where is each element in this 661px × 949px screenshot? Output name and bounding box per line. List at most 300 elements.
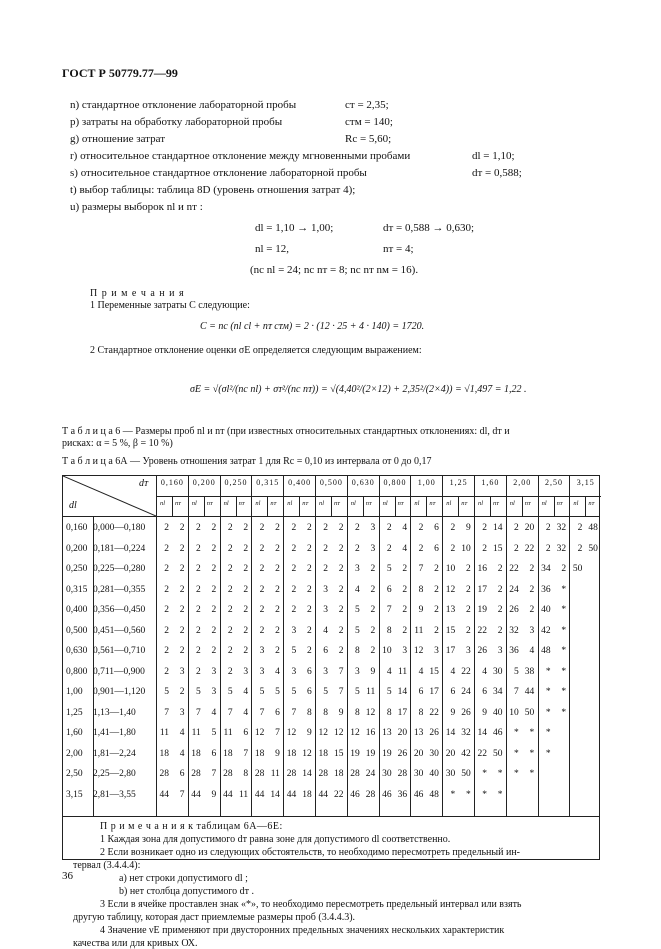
table-cell: 15 [429,666,439,677]
table-cell: 2 [514,523,519,533]
column-group [506,476,538,516]
table-cell: 2 [418,543,424,554]
column-group-label: 1,25 [449,478,468,487]
column-divider [410,516,411,816]
subheader-nl: nl [255,500,261,507]
table-cell: 7 [164,707,169,718]
table-cell: 7 [514,687,519,697]
table-cell: 4 [179,728,185,738]
table-cell: 4 [179,748,185,759]
table6a-caption: Т а б л и ц а 6А — Уровень отношения затрат 1 для Rc = 0,10 из интервала от 0 до 0,17 [62,456,432,467]
column-subheader [221,496,252,517]
param-label: u) размеры выборок nl и nᴛ : [70,201,203,213]
table-cell: 26 [429,728,439,738]
table-cell: * [482,789,487,800]
table-cell: 2 [434,605,439,615]
table-cell: 7 [227,707,233,718]
column-group [315,476,347,516]
table-cell: 3 [323,605,328,615]
table-cell: 5 [275,687,280,697]
column-subheader [157,496,188,517]
table-cell: 10 [509,707,519,718]
table-cell: 2 [465,605,471,615]
table-cell: 3 [402,646,408,656]
table-cell: 3 [179,707,185,718]
table-cell: 30 [429,748,439,759]
table-cell: 3 [291,625,297,636]
table-cell: 19 [350,748,360,759]
table-cell: 28 [191,769,201,779]
table-cell: 7 [338,687,344,697]
row-interval: 1,81—2,24 [93,748,136,759]
column-group-label: 0,315 [256,478,280,487]
table-cell: * [450,789,456,800]
table-note-2b: b) нет столбца допустимого dᴛ . [119,886,255,897]
table-cell: 5 [196,687,201,697]
table-cell: 8 [323,707,328,718]
table-cell: 13 [413,728,424,738]
table-cell: 2 [482,543,487,554]
table-cell: 5 [355,605,360,615]
table-cell: 36 [541,584,551,595]
table-cell: 2 [418,523,424,533]
table-cell: 50 [524,707,535,718]
subheader-nl: nl [223,500,229,507]
table-cell: * [561,584,567,595]
table-cell: 2 [497,584,503,595]
table-cell: 7 [211,769,217,779]
param-label: g) отношение затрат [70,133,166,145]
table-cell: 4 [450,666,456,677]
column-subheader [443,496,474,517]
table-cell: 3 [497,646,503,656]
table-cell: 7 [196,707,201,718]
row-dl: 0,250 [66,564,88,574]
table-cell: 2 [179,646,185,656]
table-cell: 12 [318,728,328,738]
table-cell: 2 [259,564,265,574]
table-cell: 2 [577,543,583,554]
header-dl: dl [69,500,77,511]
subheader-nl: nl [478,500,484,507]
table-cell: 2 [338,646,344,656]
column-group-label: 3,15 [576,478,595,487]
subheader-divider [554,497,555,517]
table-cell: 7 [338,666,344,677]
table-cell: 2 [227,605,233,615]
table-cell: * [529,769,535,779]
subheader-nt: nᴛ [175,500,181,507]
row-interval: 1,41—1,80 [93,728,136,738]
table-cell: 2 [306,584,312,595]
table-cell: 12 [413,646,424,656]
table-cell: 22 [524,543,535,554]
table-cell: 2 [306,605,312,615]
param-label: t) выбор таблицы: таблица 8D (уровень отношения затрат 4); [70,184,356,196]
table-cell: 2 [227,564,233,574]
table-cell: 2 [482,523,487,533]
column-group [188,476,220,516]
table-cell: * [529,748,535,759]
table-cell: 26 [397,748,408,759]
table-cell: 2 [164,625,169,636]
table-cell: 5 [291,687,297,697]
table-cell: 2 [259,584,265,595]
column-group [379,476,411,516]
subheader-nt: nᴛ [334,500,340,507]
table-cell: 2 [211,646,217,656]
table-cell: 12 [286,728,297,738]
table-cell: 2 [211,584,217,595]
subheader-divider [522,497,523,517]
table-cell: 34 [541,564,551,574]
note-1: 1 Переменные затраты C следующие: [90,300,250,311]
column-divider [156,516,157,816]
row-dl: 2,50 [66,769,83,779]
row-dl: 0,800 [66,666,88,677]
table-cell: 28 [350,769,360,779]
column-subheader [570,496,601,517]
subheader-divider [204,497,205,517]
table-cell: 2 [196,523,201,533]
table-cell: 50 [493,748,503,759]
subheader-nt: nᴛ [493,500,499,507]
table-cell: 4 [482,666,487,677]
table-cell: 2 [450,543,456,554]
column-subheader [539,496,570,517]
row-interval: 0,711—0,900 [93,666,145,677]
table-cell: 22 [509,564,519,574]
table-cell: 7 [259,707,265,718]
column-group-label: 0,400 [288,478,312,487]
column-divider [220,516,221,816]
table-cell: 4 [211,707,217,718]
row-dl: 0,160 [66,523,88,533]
table-cell: * [545,748,551,759]
table-cell: 40 [429,769,439,779]
table-cell: 40 [493,707,503,718]
table-cell: 3 [323,584,328,595]
row-interval: 2,25—2,80 [93,769,136,779]
table-cell: 28 [254,769,265,779]
table-cell: 2 [259,605,265,615]
table-cell: 22 [461,666,471,677]
subheader-nl: nl [414,500,420,507]
table-cell: 32 [556,523,567,533]
table-note-3-cont: другую таблицу, которая даст приемлемые размеры проб (3.4.4.3). [73,912,356,923]
table-cell: 46 [382,789,392,800]
table-row [63,585,599,597]
row-dl: 2,00 [66,748,83,759]
table-cell: 26 [509,605,519,615]
table-cell: 24 [365,769,376,779]
table-cell: 17 [397,707,408,718]
table-cell: 6 [275,707,280,718]
row-interval: 0,356—0,450 [93,605,146,615]
table-cell: * [497,789,503,800]
table-cell: 2 [196,564,201,574]
column-subheader [411,496,442,517]
table-cell: 36 [397,789,408,800]
table-cell: 28 [318,769,328,779]
column-divider [188,516,189,816]
table-cell: 2 [179,584,185,595]
table-cell: 2 [196,625,201,636]
table-cell: 6 [482,687,487,697]
table-cell: 19 [477,605,487,615]
table-cell: 11 [238,789,249,800]
formula-sigma: σE = √(σl²/(nc nl) + σᴛ²/(nc nᴛ)) = √(4,40²/(2×12) + 2,35²/(2×4)) = √1,497 = 1,22 . [190,384,527,395]
column-group-label: 2,00 [513,478,532,487]
formula-cost: C = nc (nl cl + nᴛ cᴛм) = 2 · (12 · 25 + 4 · 140) = 1720. [200,321,425,332]
table-cell: 3 [211,666,217,677]
table-row [63,687,599,699]
column-subheader [348,496,379,517]
column-group-label: 0,500 [319,478,343,487]
subheader-nl: nl [541,500,547,507]
table-header [63,476,599,517]
subheader-nt: nᴛ [270,500,277,507]
table-cell: 2 [275,625,280,636]
table-cell: 2 [196,605,201,615]
table-cell: 9 [450,707,456,718]
calc-nt: nᴛ = 4; [383,243,414,255]
table-cell: 2 [577,523,583,533]
table-cell: 2 [164,666,169,677]
table-cell: 18 [302,789,312,800]
table-cell: 3 [370,523,376,533]
column-group-label: 1,00 [417,478,436,487]
table-cell: 2 [227,543,233,554]
table-cell: 2 [529,584,535,595]
table-cell: 5 [386,564,392,574]
table-cell: 26 [461,707,471,718]
table-cell: 14 [397,687,408,697]
table-cell: 2 [338,543,344,554]
column-group [538,476,570,516]
table-cell: 50 [588,543,598,554]
column-divider [538,516,539,816]
table-cell: 4 [243,687,249,697]
table-cell: 2 [275,584,280,595]
row-dl: 0,315 [66,584,88,595]
table-cell: 2 [338,523,344,533]
table-cell: 19 [365,748,376,759]
table-cell: 28 [159,769,169,779]
table-cell: 2 [465,564,471,574]
table-cell: 32 [509,625,519,636]
table-cell: * [529,728,535,738]
table-cell: 2 [243,605,249,615]
table-cell: * [514,769,519,779]
table-cell: 30 [382,769,392,779]
param-value: dᴛ = 0,588; [472,167,522,179]
table-cell: 8 [386,707,392,718]
param-label: n) стандартное отклонение лабораторной пробы [70,99,297,111]
table-cell: 2 [434,564,439,574]
table-cell: 7 [386,605,392,615]
calc-products: (nc nl = 24; nc nᴛ = 8; nc nᴛ nм = 16). [250,264,419,276]
note-2: 2 Стандартное отклонение оценки σE определяется следующим выражением: [90,345,422,356]
table-cell: 14 [493,523,503,533]
table-cell: 24 [461,687,471,697]
table-row [63,790,599,802]
column-subheader [284,496,315,517]
column-group [347,476,379,516]
column-divider [506,516,507,816]
table-cell: 2 [497,564,503,574]
param-label: r) относительное стандартное отклонение между мгновенными пробами [70,150,411,162]
subheader-divider [172,497,173,517]
table-cell: 3 [179,666,185,677]
table-cell: 48 [429,789,439,800]
subheader-divider [267,497,268,517]
table-cell: 2 [275,543,280,554]
subheader-nl: nl [446,500,452,507]
table-cell: * [545,666,551,677]
table-cell: 8 [418,707,424,718]
table-note-4: 4 Значение νE применяют при двусторонних предельных значениях нескольких характеристик [100,925,505,936]
table-cell: 2 [164,584,169,595]
table-cell: 2 [450,523,456,533]
table-cell: 2 [561,564,567,574]
table-cell: 14 [302,769,312,779]
table-cell: 2 [370,646,376,656]
row-dl: 0,200 [66,543,88,554]
table-cell: 6 [450,687,456,697]
table-cell: 44 [286,789,297,800]
table-cell: 2 [545,523,551,533]
table-cell: 40 [541,605,551,615]
table-row [63,564,599,576]
table-cell: 46 [413,789,424,800]
table-cell: 18 [318,748,328,759]
table-cell: * [561,605,567,615]
table-cell: 4 [355,584,360,595]
table-cell: 9 [306,728,312,738]
row-dl: 1,00 [66,687,83,697]
table-cell: 2 [338,605,344,615]
table-row [63,544,599,556]
table6-caption-cont: рисках: α = 5 %, β = 10 %) [62,438,173,449]
table-cell: 11 [397,666,408,677]
table-cell: 9 [338,707,344,718]
table-cell: 9 [275,748,280,759]
table-cell: 44 [223,789,233,800]
table-cell: 32 [461,728,471,738]
row-interval: 0,901—1,120 [93,687,146,697]
table-cell: 2 [370,584,376,595]
table-cell: 3 [291,666,297,677]
table-cell: 5 [355,687,360,697]
column-group [474,476,506,516]
table-cell: * [545,728,551,738]
column-subheader [316,496,347,517]
table-cell: 2 [243,625,249,636]
sample-size-table [62,475,600,949]
subheader-nt: nᴛ [365,500,372,507]
row-dl: 0,630 [66,646,88,656]
table-cell: 5 [211,728,217,738]
subheader-nt: nᴛ [524,500,531,507]
table-cell: 2 [545,543,551,554]
table-cell: 3 [465,646,471,656]
table-cell: 12 [350,728,360,738]
table-cell: 28 [286,769,297,779]
subheader-nl: nl [573,500,579,507]
table-cell: * [561,625,567,636]
table-cell: 22 [334,789,344,800]
table-cell: * [561,687,567,697]
column-divider [315,516,316,816]
table-cell: 11 [270,769,280,779]
table-cell: 22 [429,707,439,718]
table-note-2-cont: тервал (3.4.4.4): [73,860,141,871]
table-cell: 2 [179,523,185,533]
subheader-nt: nᴛ [302,500,308,507]
row-interval: 0,561—0,710 [93,646,146,656]
table-cell: 2 [434,584,439,595]
table-cell: 2 [196,543,201,554]
table-cell: 2 [179,687,185,697]
table-cell: 11 [366,687,376,697]
table-cell: 9 [418,605,424,615]
param-value: cᴛм = 140; [345,116,393,128]
table-cell: 12 [365,707,376,718]
table-cell: 18 [286,748,297,759]
subheader-divider [331,497,332,517]
column-divider [379,516,380,816]
table-cell: 2 [196,584,201,595]
table-cell: 4 [402,523,408,533]
table-cell: 5 [323,687,328,697]
table-cell: 11 [223,728,233,738]
table-note-2a: a) нет строки допустимого dl ; [119,873,248,884]
column-group-label: 0,160 [160,478,184,487]
calc-nl: nl = 12, [255,243,290,255]
table-cell: 2 [164,523,169,533]
table-cell: 16 [477,564,487,574]
table-cell: 2 [227,666,233,677]
table-cell: 38 [524,666,535,677]
row-dl: 0,500 [66,625,88,636]
table-cell: 10 [445,564,456,574]
table-cell: 2 [291,564,297,574]
column-group [283,476,315,516]
table-cell: 30 [445,769,456,779]
row-interval: 0,181—0,224 [93,543,146,554]
subheader-divider [490,497,491,517]
table-cell: 2 [497,605,503,615]
table-cell: 44 [318,789,328,800]
table-cell: 7 [291,707,297,718]
table-cell: 46 [350,789,360,800]
table-cell: 6 [179,769,185,779]
row-interval: 0,281—0,355 [93,584,146,595]
table-cell: 17 [445,646,456,656]
table-cell: 2 [465,584,471,595]
row-dl: 1,25 [66,707,83,718]
subheader-divider [363,497,364,517]
table-cell: 2 [196,646,201,656]
table-cell: * [561,646,567,656]
table-cell: 6 [323,646,328,656]
column-group-label: 0,800 [383,478,407,487]
row-dl: 3,15 [66,789,83,800]
table-cell: 8 [243,769,249,779]
table-cell: 2 [514,543,519,554]
table-cell: 2 [179,564,185,574]
